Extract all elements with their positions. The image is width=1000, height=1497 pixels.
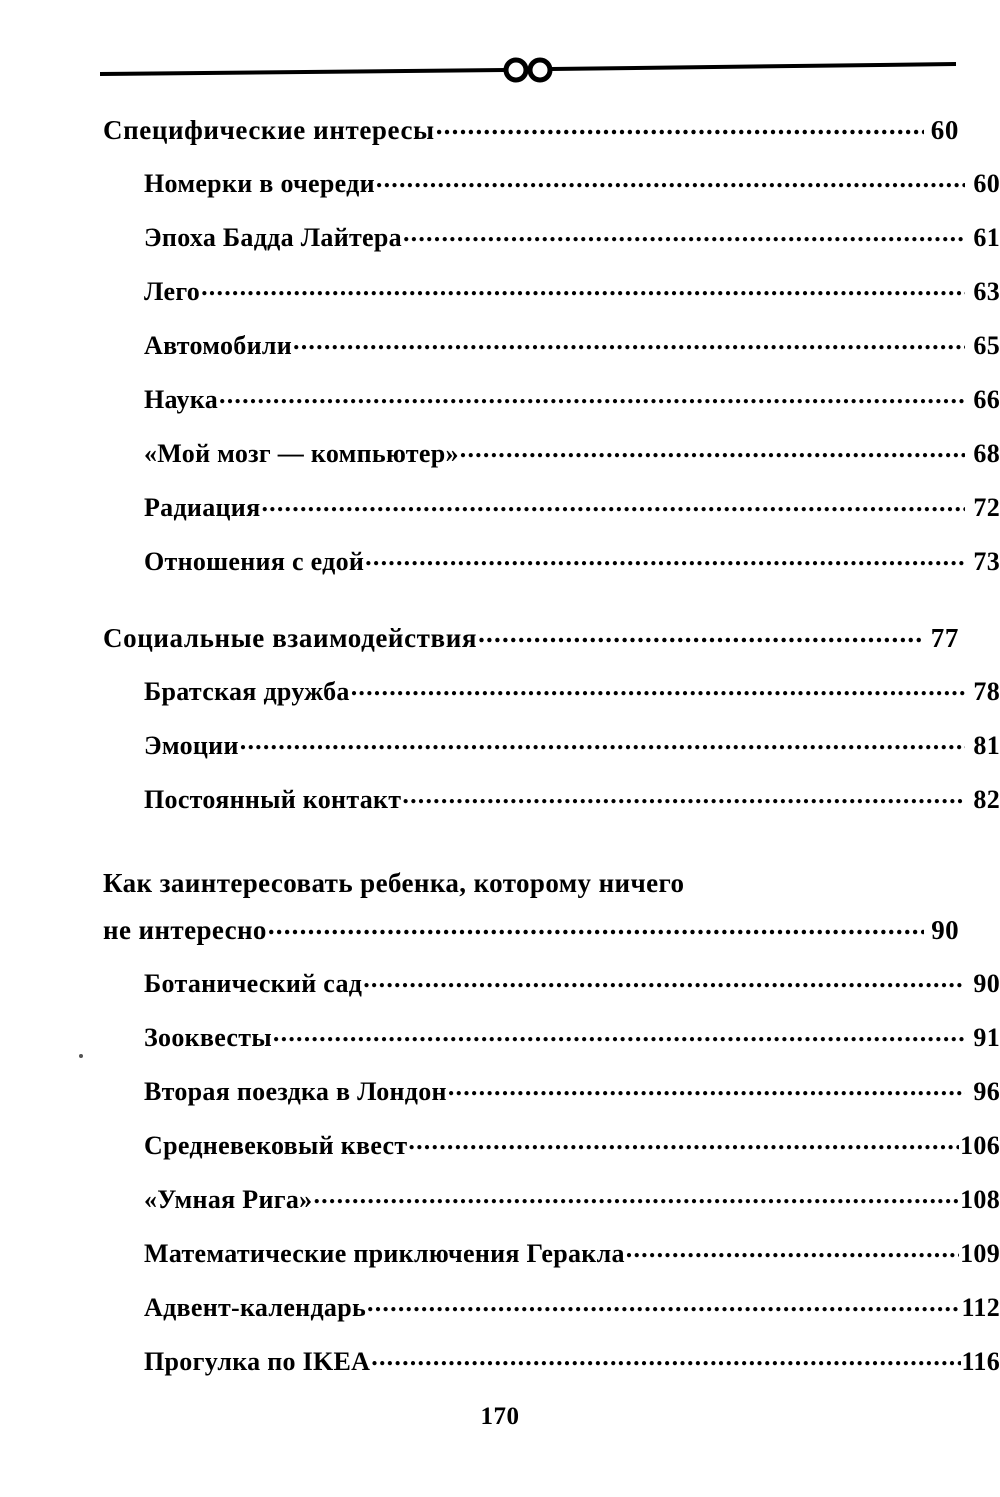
toc-entry-page-number: 73: [973, 547, 1000, 576]
toc-entry[interactable]: [103, 436, 1000, 490]
toc-entry[interactable]: [103, 620, 959, 674]
header-ornament-rule: [100, 50, 956, 90]
toc-entry[interactable]: [103, 966, 1000, 1020]
toc-dot-leader: [273, 1020, 965, 1046]
toc-entry-page-number: 81: [973, 731, 1000, 760]
toc-entry-page-number: 116: [961, 1347, 1000, 1376]
toc-dot-leader: [365, 544, 965, 570]
toc-entry-page-number: 60: [930, 115, 959, 145]
toc-dot-leader: [201, 274, 965, 300]
toc-entry-page-number: 72: [973, 493, 1000, 522]
toc-entry[interactable]: [103, 328, 1000, 382]
toc-entry-title: Постоянный контакт: [144, 785, 402, 814]
toc-entry[interactable]: [103, 382, 1000, 436]
toc-entry-title: «Умная Рига»: [144, 1185, 313, 1214]
toc-entry-page-number: 60: [973, 169, 1000, 198]
toc-entry-title: Отношения с едой: [144, 547, 365, 576]
toc-dot-leader: [363, 966, 965, 992]
toc-entry[interactable]: [103, 782, 1000, 836]
toc-dot-leader: [240, 728, 965, 754]
toc-entry-page-number: 108: [960, 1185, 1000, 1214]
toc-entry-title: Математические приключения Геракла: [144, 1239, 625, 1268]
toc-entry[interactable]: [103, 728, 1000, 782]
toc-entry-title: Вторая поездка в Лондон: [144, 1077, 447, 1106]
toc-dot-leader: [367, 1290, 961, 1316]
toc-entry-title: Зооквесты: [144, 1023, 272, 1052]
toc-dot-leader: [460, 436, 965, 462]
toc-entry-page-number: 63: [973, 277, 1000, 306]
toc-entry-title: Братская дружба: [144, 677, 350, 706]
toc-entry-title: Эпоха Бадда Лайтера: [144, 223, 402, 252]
toc-dot-leader: [313, 1182, 959, 1208]
toc-entry[interactable]: [103, 166, 1000, 220]
toc-dot-leader: [478, 620, 924, 647]
toc-entry-line2: [103, 912, 959, 966]
toc-dot-leader: [403, 220, 965, 246]
toc-entry-page-number: 77: [930, 623, 959, 653]
toc-entry[interactable]: [103, 858, 959, 966]
toc-entry-page-number: 106: [960, 1131, 1000, 1160]
toc-entry-page-number: 90: [973, 969, 1000, 998]
toc-entry-page-number: 65: [973, 331, 1000, 360]
toc-entry-title: не интересно: [103, 915, 267, 945]
toc-dot-leader: [626, 1236, 959, 1262]
toc-entry-title: Наука: [144, 385, 218, 414]
toc-entry-title: Эмоции: [144, 731, 239, 760]
toc-entry[interactable]: [103, 112, 959, 166]
toc-entry-title: Номерки в очереди: [144, 169, 375, 198]
toc-entry-page-number: 96: [973, 1077, 1000, 1106]
toc-dot-leader: [402, 782, 965, 808]
toc-dot-leader: [293, 328, 965, 354]
toc-entry[interactable]: [103, 490, 1000, 544]
toc-entry-page-number: 91: [973, 1023, 1000, 1052]
toc-dot-leader: [351, 674, 965, 700]
toc-entry-page-number: 66: [973, 385, 1000, 414]
toc-dot-leader: [219, 382, 965, 408]
toc-dot-leader: [376, 166, 965, 192]
toc-entry[interactable]: [103, 1128, 1000, 1182]
toc-entry[interactable]: [103, 674, 1000, 728]
toc-dot-leader: [268, 912, 924, 939]
toc-entry-page-number: 112: [961, 1293, 1000, 1322]
toc-entry-title: Социальные взаимодействия: [103, 623, 478, 653]
toc-entry-page-number: 61: [973, 223, 1000, 252]
toc-dot-leader: [448, 1074, 965, 1100]
toc-entry[interactable]: [103, 274, 1000, 328]
toc-entry-title: Адвент-календарь: [144, 1293, 367, 1322]
toc-entry-title: Радиация: [144, 493, 261, 522]
toc-entry[interactable]: [103, 1290, 1000, 1344]
toc-entry-page-number: 90: [931, 915, 959, 945]
table-of-contents: [103, 112, 1000, 1398]
toc-entry-title: Средневековый квест: [144, 1131, 408, 1160]
toc-dot-leader: [436, 112, 924, 139]
toc-entry-title: Ботанический сад: [144, 969, 363, 998]
toc-entry[interactable]: [103, 220, 1000, 274]
toc-entry-title: Автомобили: [144, 331, 293, 360]
toc-entry[interactable]: [103, 544, 1000, 598]
toc-entry[interactable]: [103, 1344, 1000, 1398]
toc-dot-leader: [408, 1128, 959, 1154]
toc-entry-page-number: 109: [960, 1239, 1000, 1268]
toc-entry-title: Специфические интересы: [103, 115, 435, 145]
toc-entry-page-number: 78: [973, 677, 1000, 706]
toc-entry[interactable]: [103, 1182, 1000, 1236]
double-circle-rule-ornament: [100, 50, 956, 90]
toc-entry[interactable]: [103, 1074, 1000, 1128]
toc-entry-title: Прогулка по IKEA: [144, 1347, 371, 1376]
toc-dot-leader: [261, 490, 965, 516]
toc-entry-title: Лего: [144, 277, 201, 306]
toc-entry-page-number: 82: [973, 785, 1000, 814]
toc-dot-leader: [371, 1344, 960, 1370]
toc-entry[interactable]: [103, 1020, 1000, 1074]
toc-entry[interactable]: [103, 1236, 1000, 1290]
page-number: 170: [480, 1403, 520, 1430]
toc-entry-page-number: 68: [973, 439, 1000, 468]
toc-entry-title: «Мой мозг — компьютер»: [144, 439, 459, 468]
toc-entry-title-line1: Как заинтересовать ребенка, которому ничего: [103, 868, 685, 898]
scan-speck: [79, 1054, 83, 1058]
